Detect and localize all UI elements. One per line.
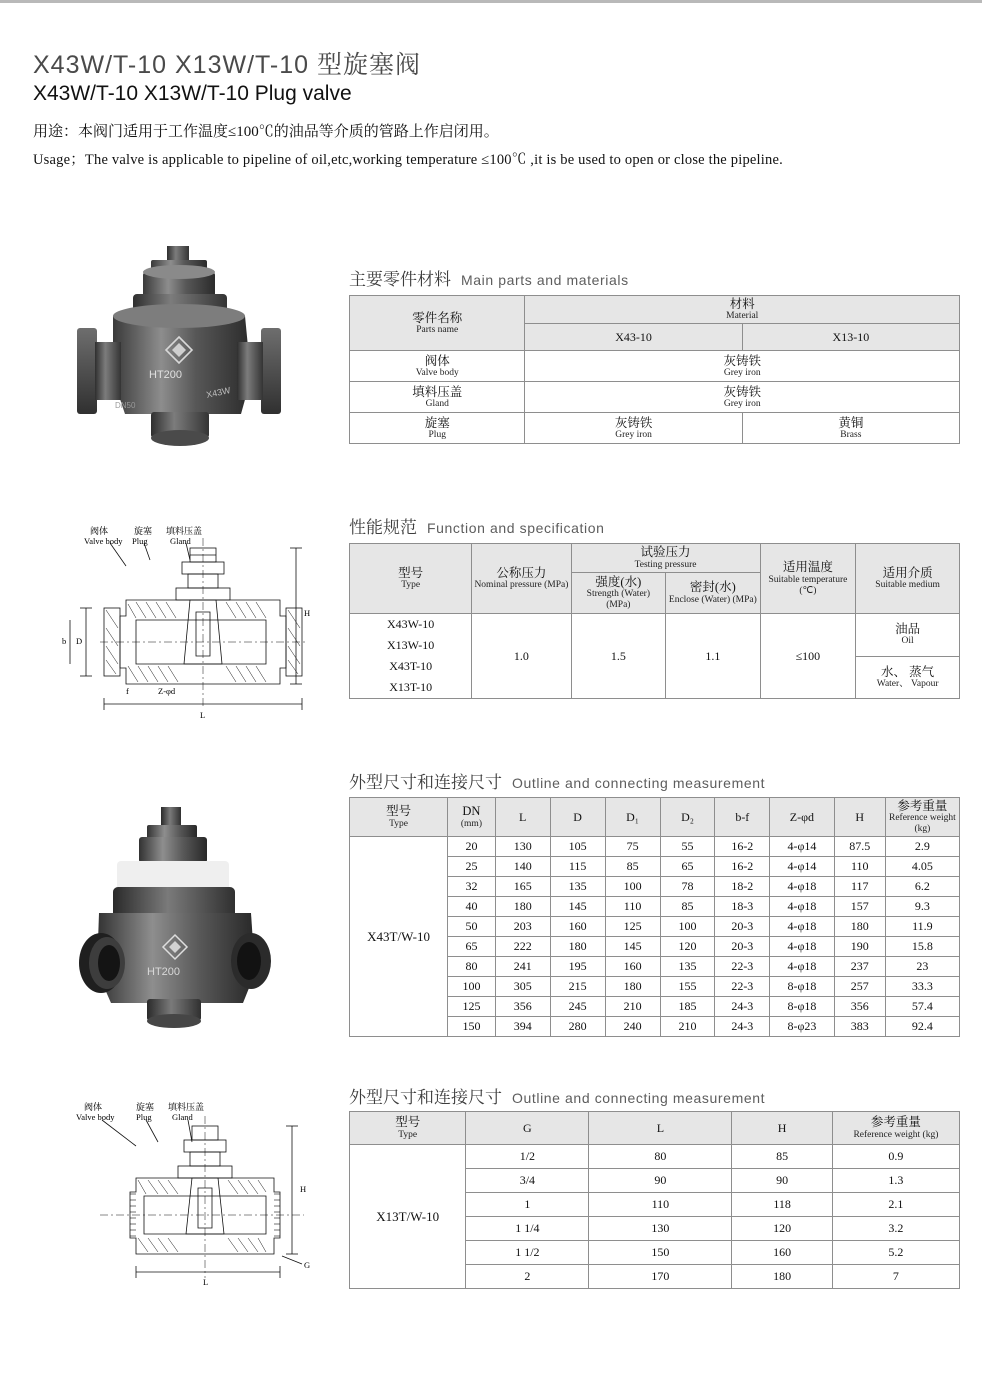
cell-H: 356 — [834, 997, 885, 1017]
header-D: D — [550, 798, 605, 837]
specification-table — [349, 543, 960, 699]
cell-weight: 0.9 — [832, 1145, 959, 1169]
cell-weight: 7 — [832, 1265, 959, 1289]
cell-G: 3/4 — [466, 1169, 589, 1193]
cell-D: 180 — [550, 937, 605, 957]
header-testing-pressure: 试验压力 Testing pressure — [571, 544, 760, 573]
label2-valve-body-en: Valve body — [76, 1112, 115, 1122]
cell-H: 160 — [732, 1241, 832, 1265]
cell-dn: 32 — [448, 877, 496, 897]
cell-H: 90 — [732, 1169, 832, 1193]
header-D1: D₁ — [605, 798, 660, 837]
cell-weight: 23 — [885, 957, 959, 977]
cell-zfd: 4-φ14 — [770, 837, 835, 857]
cell-part-name: 填料压盖 Gland — [350, 382, 525, 413]
cell-weight: 33.3 — [885, 977, 959, 997]
cell-D2: 120 — [660, 937, 715, 957]
section-title-outline1-en: Outline and connecting measurement — [512, 775, 766, 791]
usage-text-cn: 用途：本阀门适用于工作温度≤100℃的油品等介质的管路上作启闭用。 — [33, 124, 499, 140]
cell-weight: 1.3 — [832, 1169, 959, 1193]
cell-dn: 65 — [448, 937, 496, 957]
label-gland-cn: 填料压盖 — [166, 526, 203, 536]
cell-L: 222 — [495, 937, 550, 957]
table-header-row — [350, 1112, 960, 1145]
cell-dn: 50 — [448, 917, 496, 937]
cell-type: X13W-10 — [350, 635, 472, 656]
cell-weight: 11.9 — [885, 917, 959, 937]
dim-D: D — [76, 636, 83, 646]
cell-D: 160 — [550, 917, 605, 937]
cell-zfd: 4-φ18 — [770, 917, 835, 937]
label2-valve-body-cn: 阀体 — [84, 1102, 103, 1112]
cell-G: 1 — [466, 1193, 589, 1217]
flanged-plug-valve-photo — [55, 238, 315, 468]
cell-bf: 20-3 — [715, 917, 770, 937]
cell-enclose: 1.1 — [666, 614, 760, 699]
cell-D2: 155 — [660, 977, 715, 997]
cell-dn: 125 — [448, 997, 496, 1017]
cell-L: 90 — [589, 1169, 732, 1193]
cell-zfd: 8-φ18 — [770, 977, 835, 997]
header-material: 材料 Material — [525, 296, 960, 324]
cell-bf: 24-3 — [715, 997, 770, 1017]
cell-D2: 85 — [660, 897, 715, 917]
header-model-x13: X13-10 — [742, 324, 959, 351]
cell-material-x43: 灰铸铁 Grey iron — [525, 413, 742, 444]
cell-G: 1/2 — [466, 1145, 589, 1169]
cell-G: 1 1/4 — [466, 1217, 589, 1241]
cell-L: 356 — [495, 997, 550, 1017]
header-enclose-water: 密封(水) Enclose (Water) (MPa) — [666, 573, 760, 614]
header-type: 型号 Type — [350, 1112, 466, 1145]
section-title-materials — [349, 265, 629, 290]
cell-zfd: 4-φ14 — [770, 857, 835, 877]
cell-dn: 150 — [448, 1017, 496, 1037]
cell-dn: 20 — [448, 837, 496, 857]
usage-text-en: Usage；The valve is applicable to pipeline of oil,etc,working temperature ≤100℃ ,it is be used to open or close the pipeline. — [33, 152, 783, 168]
label2-gland-en: Gland — [172, 1112, 193, 1122]
cell-H: 180 — [732, 1265, 832, 1289]
cell-type: X13T-10 — [350, 677, 472, 699]
label2-plug-cn: 旋塞 — [136, 1102, 155, 1112]
cell-L: 110 — [589, 1193, 732, 1217]
table-row — [350, 413, 960, 444]
cell-L: 140 — [495, 857, 550, 877]
cell-dn: 100 — [448, 977, 496, 997]
cell-D2: 55 — [660, 837, 715, 857]
cell-H: 180 — [834, 917, 885, 937]
header-strength-water: 强度(水) Strength (Water) (MPa) — [571, 573, 666, 614]
cell-G: 2 — [466, 1265, 589, 1289]
header-type: 型号 Type — [350, 798, 448, 837]
header-parts-name: 零件名称 Parts name — [350, 296, 525, 351]
cell-L: 394 — [495, 1017, 550, 1037]
cell-weight: 92.4 — [885, 1017, 959, 1037]
section-title-outline2-cn: 外型尺寸和连接尺寸 — [349, 1088, 502, 1107]
cell-H: 87.5 — [834, 837, 885, 857]
dim-L: L — [200, 710, 206, 720]
cell-dn: 40 — [448, 897, 496, 917]
table-row — [350, 614, 960, 636]
cell-D: 215 — [550, 977, 605, 997]
cell-zfd: 8-φ18 — [770, 997, 835, 1017]
cell-D1: 180 — [605, 977, 660, 997]
cell-type-label: X43T/W-10 — [350, 837, 448, 1037]
cell-H: 120 — [732, 1217, 832, 1241]
section-title-outline2 — [349, 1083, 765, 1108]
outline-table-threaded — [349, 1111, 960, 1289]
cell-L: 203 — [495, 917, 550, 937]
threaded-plug-valve-photo — [55, 803, 305, 1038]
table-header-row — [350, 296, 960, 324]
header-weight: 参考重量 Reference weight (kg) — [885, 798, 959, 837]
cell-H: 257 — [834, 977, 885, 997]
cell-L: 241 — [495, 957, 550, 977]
cell-bf: 16-2 — [715, 837, 770, 857]
header-G: G — [466, 1112, 589, 1145]
header-suitable-medium: 适用介质 Suitable medium — [856, 544, 960, 614]
cell-D: 115 — [550, 857, 605, 877]
cell-dn: 80 — [448, 957, 496, 977]
section-title-specification-cn: 性能规范 — [349, 518, 417, 537]
header-H: H — [834, 798, 885, 837]
cell-type: X43W-10 — [350, 614, 472, 636]
materials-table — [349, 295, 960, 444]
cell-zfd: 8-φ23 — [770, 1017, 835, 1037]
cell-weight: 57.4 — [885, 997, 959, 1017]
table-header-row — [350, 544, 960, 573]
cell-weight: 6.2 — [885, 877, 959, 897]
cell-nominal-pressure: 1.0 — [472, 614, 571, 699]
section-title-materials-en: Main parts and materials — [461, 272, 629, 288]
cell-D1: 110 — [605, 897, 660, 917]
cell-D: 195 — [550, 957, 605, 977]
cell-L: 150 — [589, 1241, 732, 1265]
label-plug-cn: 旋塞 — [134, 526, 153, 536]
cell-H: 237 — [834, 957, 885, 977]
header-nominal-pressure: 公称压力 Nominal pressure (MPa) — [472, 544, 571, 614]
label-valve-body-en: Valve body — [84, 536, 123, 546]
cell-zfd: 4-φ18 — [770, 897, 835, 917]
cell-weight: 5.2 — [832, 1241, 959, 1265]
cell-L: 170 — [589, 1265, 732, 1289]
label-valve-body-cn: 阀体 — [90, 526, 109, 536]
dim-f: f — [126, 686, 129, 696]
cell-type: X43T-10 — [350, 656, 472, 677]
cell-bf: 18-2 — [715, 877, 770, 897]
section-title-materials-cn: 主要零件材料 — [349, 270, 451, 289]
header-suitable-temperature: 适用温度 Suitable temperature (℃) — [760, 544, 856, 614]
cell-G: 1 1/2 — [466, 1241, 589, 1265]
header-weight: 参考重量 Reference weight (kg) — [832, 1112, 959, 1145]
cell-weight: 3.2 — [832, 1217, 959, 1241]
cell-H: 118 — [732, 1193, 832, 1217]
cell-D2: 65 — [660, 857, 715, 877]
table-row — [350, 351, 960, 382]
section-title-outline1 — [349, 768, 765, 793]
cell-type-label: X13T/W-10 — [350, 1145, 466, 1289]
cell-zfd: 4-φ18 — [770, 937, 835, 957]
header-model-x43: X43-10 — [525, 324, 742, 351]
cell-D1: 240 — [605, 1017, 660, 1037]
cell-zfd: 4-φ18 — [770, 957, 835, 977]
cell-strength: 1.5 — [571, 614, 666, 699]
section-title-specification-en: Function and specification — [427, 520, 605, 536]
header-H: H — [732, 1112, 832, 1145]
cell-D2: 78 — [660, 877, 715, 897]
table-row — [350, 837, 960, 857]
cell-D: 105 — [550, 837, 605, 857]
cell-temperature: ≤100 — [760, 614, 856, 699]
table-row — [350, 1145, 960, 1169]
cell-material-x13: 黄铜 Brass — [742, 413, 959, 444]
cell-H: 110 — [834, 857, 885, 877]
page-title-cn: X43W/T-10 X13W/T-10 型旋塞阀 — [33, 51, 421, 79]
cell-H: 157 — [834, 897, 885, 917]
label-gland-en: Gland — [170, 536, 191, 546]
cell-L: 180 — [495, 897, 550, 917]
cell-bf: 18-3 — [715, 897, 770, 917]
cell-D1: 85 — [605, 857, 660, 877]
svg-text:DN50: DN50 — [115, 401, 136, 410]
cell-L: 165 — [495, 877, 550, 897]
cell-weight: 2.9 — [885, 837, 959, 857]
cell-H: 190 — [834, 937, 885, 957]
cell-D: 245 — [550, 997, 605, 1017]
section-title-outline1-cn: 外型尺寸和连接尺寸 — [349, 773, 502, 792]
cell-L: 130 — [589, 1217, 732, 1241]
cell-D1: 125 — [605, 917, 660, 937]
cell-weight: 15.8 — [885, 937, 959, 957]
header-type: 型号 Type — [350, 544, 472, 614]
cell-weight: 2.1 — [832, 1193, 959, 1217]
svg-text:X43W: X43W — [205, 385, 232, 400]
cell-zfd: 4-φ18 — [770, 877, 835, 897]
label-plug-en: Plug — [132, 536, 148, 546]
cell-D: 280 — [550, 1017, 605, 1037]
cell-D: 135 — [550, 877, 605, 897]
cell-H: 383 — [834, 1017, 885, 1037]
label2-plug-en: Plug — [136, 1112, 152, 1122]
cell-weight: 9.3 — [885, 897, 959, 917]
dim-b: b — [62, 636, 67, 646]
cell-D1: 160 — [605, 957, 660, 977]
cell-medium-oil: 油品 Oil — [856, 614, 960, 657]
cell-bf: 16-2 — [715, 857, 770, 877]
cell-D1: 145 — [605, 937, 660, 957]
flanged-valve-section-drawing — [40, 508, 320, 728]
outline-table-flanged — [349, 797, 960, 1037]
cell-bf: 22-3 — [715, 957, 770, 977]
table-row — [350, 382, 960, 413]
cell-material: 灰铸铁 Grey iron — [525, 382, 960, 413]
dim-H: H — [304, 608, 311, 618]
cell-D2: 185 — [660, 997, 715, 1017]
header-D2: D₂ — [660, 798, 715, 837]
table-header-row — [350, 798, 960, 837]
cell-bf: 20-3 — [715, 937, 770, 957]
header-L: L — [589, 1112, 732, 1145]
svg-text:HT200: HT200 — [149, 369, 183, 381]
page-title-en: X43W/T-10 X13W/T-10 Plug valve — [33, 82, 352, 105]
cell-H: 85 — [732, 1145, 832, 1169]
dim2-L: L — [203, 1277, 209, 1287]
header-bf: b-f — [715, 798, 770, 837]
cell-part-name: 旋塞 Plug — [350, 413, 525, 444]
dim2-H: H — [300, 1184, 307, 1194]
section-title-specification — [349, 513, 604, 538]
cell-D2: 135 — [660, 957, 715, 977]
threaded-valve-section-drawing — [40, 1088, 320, 1288]
cell-part-name: 阀体 Valve body — [350, 351, 525, 382]
header-L: L — [495, 798, 550, 837]
dim-Zfd: Z-φd — [158, 686, 176, 696]
cell-L: 130 — [495, 837, 550, 857]
cell-dn: 25 — [448, 857, 496, 877]
svg-text:HT200: HT200 — [147, 966, 181, 978]
cell-D1: 75 — [605, 837, 660, 857]
header-dn: DN (mm) — [448, 798, 496, 837]
cell-D1: 100 — [605, 877, 660, 897]
cell-weight: 4.05 — [885, 857, 959, 877]
header-zfd: Z-φd — [770, 798, 835, 837]
cell-material: 灰铸铁 Grey iron — [525, 351, 960, 382]
cell-bf: 24-3 — [715, 1017, 770, 1037]
cell-L: 80 — [589, 1145, 732, 1169]
cell-D2: 100 — [660, 917, 715, 937]
dim2-G: G — [304, 1260, 311, 1270]
cell-D1: 210 — [605, 997, 660, 1017]
label2-gland-cn: 填料压盖 — [168, 1102, 205, 1112]
section-title-outline2-en: Outline and connecting measurement — [512, 1090, 766, 1106]
cell-bf: 22-3 — [715, 977, 770, 997]
cell-D2: 210 — [660, 1017, 715, 1037]
cell-medium-water: 水、 蒸气 Water、 Vapour — [856, 656, 960, 699]
cell-D: 145 — [550, 897, 605, 917]
cell-H: 117 — [834, 877, 885, 897]
cell-L: 305 — [495, 977, 550, 997]
